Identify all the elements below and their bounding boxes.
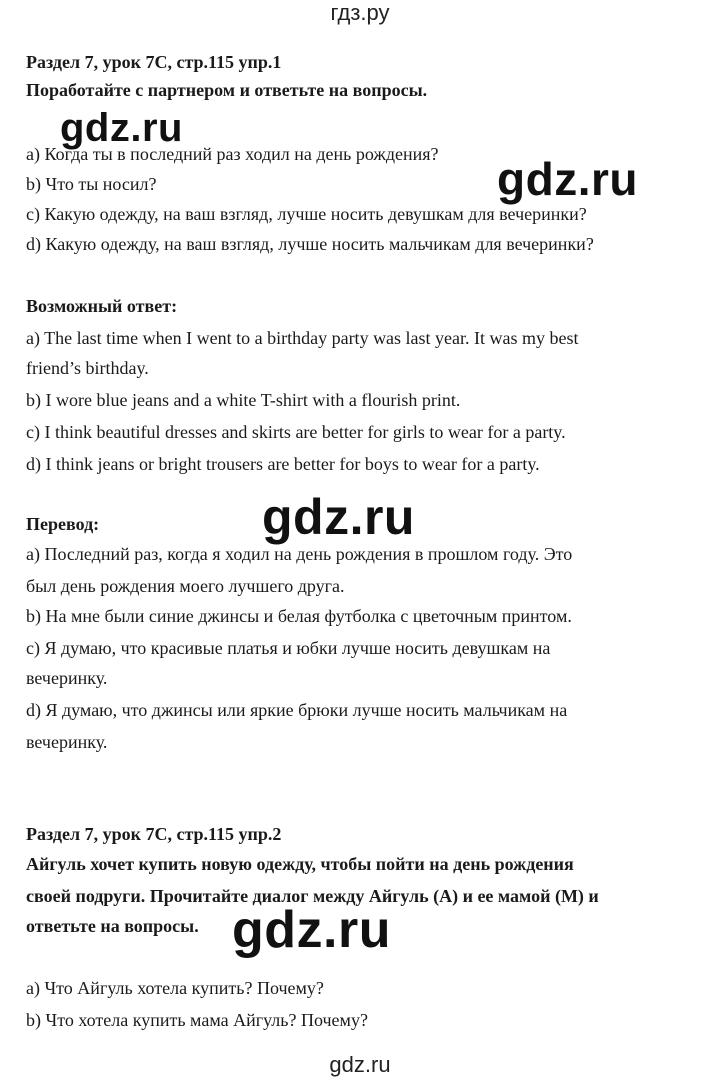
translation-line: вечеринку. — [26, 732, 108, 752]
watermark: gdz.ru — [497, 153, 638, 205]
question-b: b) Что ты носил? — [26, 174, 157, 194]
watermark: gdz.ru — [232, 901, 391, 959]
exercise2-heading: Раздел 7, урок 7C, стр.115 упр.2 — [26, 824, 282, 844]
answer-line: c) I think beautiful dresses and skirts are better for girls to wear for a party. — [26, 422, 566, 442]
watermark: gdz.ru — [262, 489, 415, 545]
translation-heading: Перевод: — [26, 514, 100, 534]
answer-line: a) The last time when I went to a birthday party was last year. It was my best — [26, 328, 579, 348]
translation-line: c) Я думаю, что красивые платья и юбки лучше носить девушкам на — [26, 638, 551, 658]
question-a: a) Когда ты в последний раз ходил на день рождения? — [26, 144, 439, 164]
translation-line: был день рождения моего лучшего друга. — [26, 576, 345, 596]
site-header: гдз.ру — [330, 0, 390, 25]
answer-line: b) I wore blue jeans and a white T-shirt with a flourish print. — [26, 390, 461, 410]
answer-line: friend’s birthday. — [26, 358, 149, 378]
exercise2-question-b: b) Что хотела купить мама Айгуль? Почему? — [26, 1010, 368, 1030]
question-c: c) Какую одежду, на ваш взгляд, лучше носить девушкам для вечеринки? — [26, 204, 587, 224]
exercise2-task-line: Айгуль хочет купить новую одежду, чтобы пойти на день рождения — [26, 854, 574, 874]
translation-line: вечеринку. — [26, 668, 108, 688]
exercise1-heading: Раздел 7, урок 7C, стр.115 упр.1 — [26, 52, 282, 72]
question-d: d) Какую одежду, на ваш взгляд, лучше носить мальчикам для вечеринки? — [26, 234, 594, 254]
site-footer: gdz.ru — [329, 1052, 391, 1077]
translation-line: b) На мне были синие джинсы и белая футболка с цветочным принтом. — [26, 606, 572, 626]
answer-heading: Возможный ответ: — [26, 296, 178, 316]
translation-line: d) Я думаю, что джинсы или яркие брюки лучше носить мальчикам на — [26, 700, 568, 720]
exercise2-task-line: ответьте на вопросы. — [26, 916, 199, 936]
exercise2-task-line: своей подруги. Прочитайте диалог между Айгуль (A) и ее мамой (M) и — [26, 886, 599, 906]
answer-line: d) I think jeans or bright trousers are better for boys to wear for a party. — [26, 454, 540, 474]
translation-line: a) Последний раз, когда я ходил на день рождения в прошлом году. Это — [26, 544, 573, 564]
exercise2-question-a: a) Что Айгуль хотела купить? Почему? — [26, 978, 324, 998]
exercise1-task: Поработайте с партнером и ответьте на вопросы. — [26, 80, 428, 100]
watermark: gdz.ru — [60, 106, 183, 150]
